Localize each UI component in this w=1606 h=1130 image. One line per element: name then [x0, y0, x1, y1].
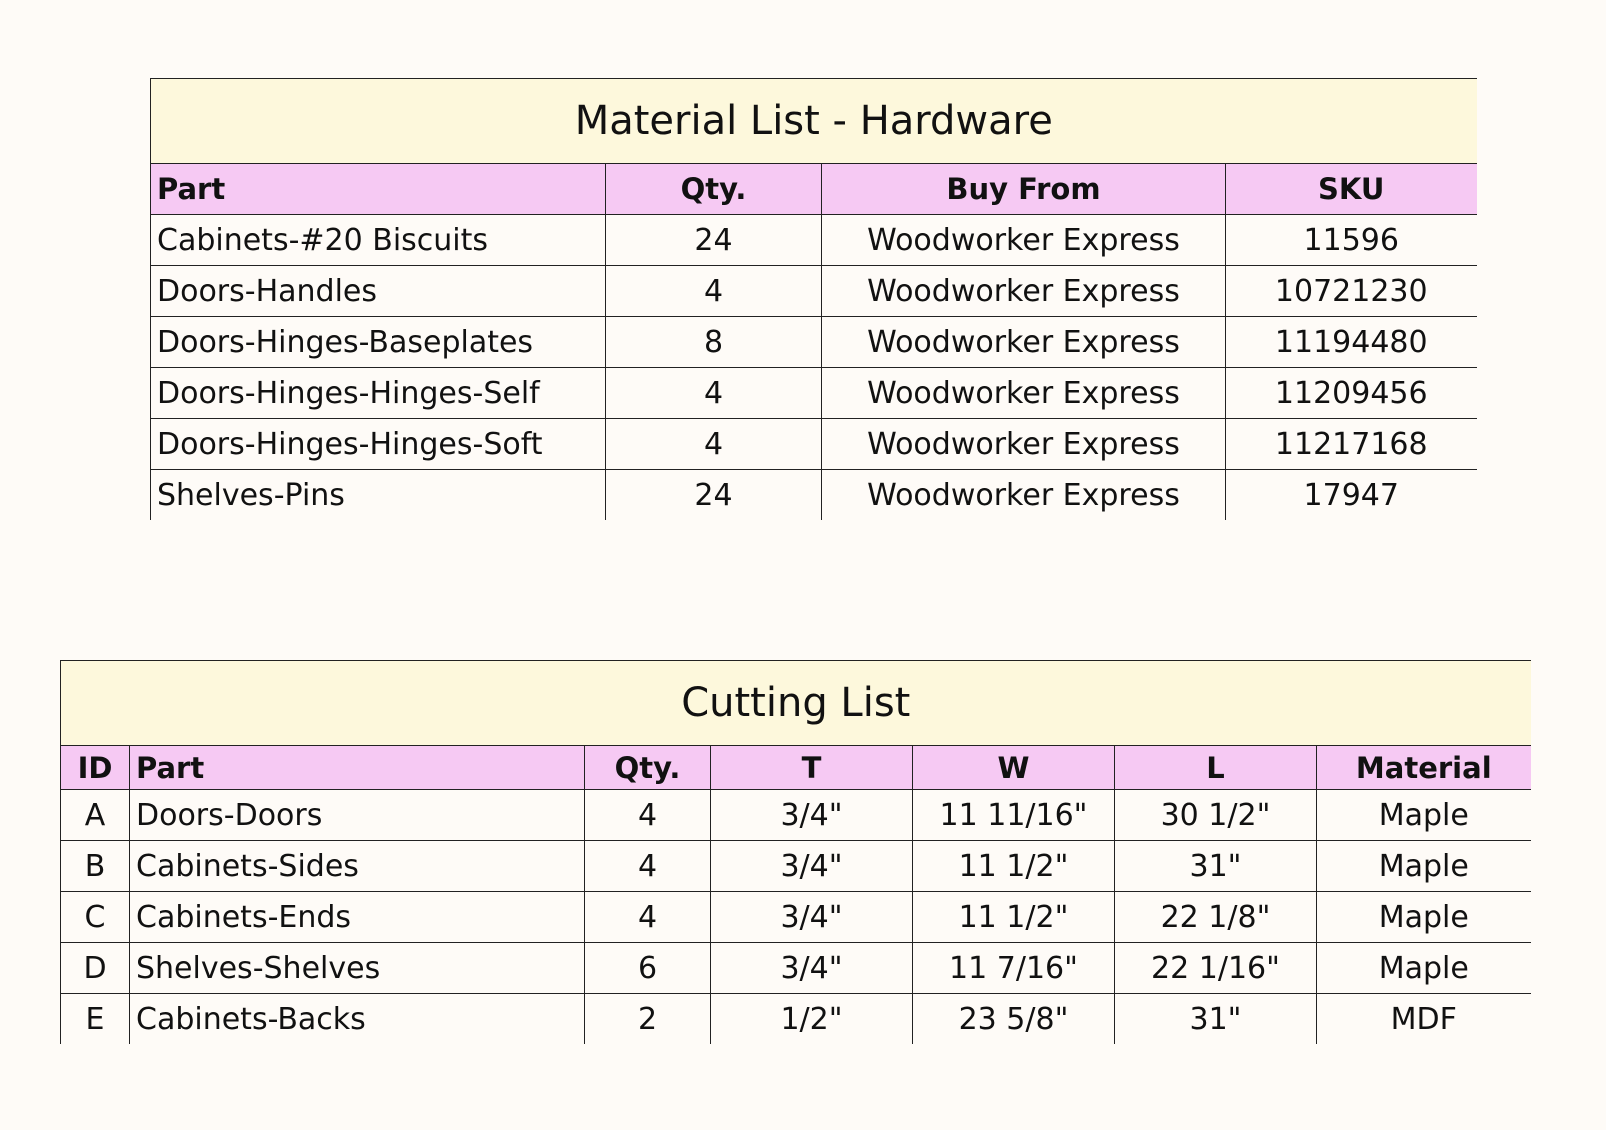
cutting-qty-cell: 4: [585, 841, 711, 892]
table-row: [151, 368, 1477, 419]
hardware-qty-cell: 24: [606, 215, 822, 266]
hardware-header-row: [151, 164, 1477, 215]
cutting-header-part: Part: [130, 746, 585, 790]
hardware-buy-from-cell: Woodworker Express: [822, 317, 1226, 368]
cutting-table: [60, 660, 1531, 1044]
cutting-id-cell: A: [61, 790, 130, 841]
hardware-sku-cell: 11596: [1226, 215, 1477, 266]
hardware-sku-cell: 11209456: [1226, 368, 1477, 419]
cutting-material-cell: Maple: [1317, 790, 1531, 841]
cutting-part-cell: Doors-Doors: [130, 790, 585, 841]
hardware-buy-from-cell: Woodworker Express: [822, 215, 1226, 266]
cutting-w-cell: 11 1/2": [913, 841, 1115, 892]
cutting-material-cell: Maple: [1317, 841, 1531, 892]
hardware-buy-from-cell: Woodworker Express: [822, 368, 1226, 419]
cutting-header-id: ID: [61, 746, 130, 790]
table-row: [151, 215, 1477, 266]
cutting-l-cell: 31": [1115, 994, 1317, 1045]
hardware-sku-cell: 17947: [1303, 477, 1399, 513]
hardware-part-cell: Doors-Hinges-Baseplates: [151, 317, 606, 368]
cutting-part-cell: Shelves-Shelves: [130, 943, 585, 994]
hardware-buy-from-cell: Woodworker Express: [822, 419, 1226, 470]
cutting-t-cell: 3/4": [711, 841, 913, 892]
table-row: [61, 892, 1531, 943]
hardware-qty-cell: 4: [606, 266, 822, 317]
cutting-material-cell: Maple: [1317, 892, 1531, 943]
cutting-qty-cell: 4: [585, 892, 711, 943]
cutting-w-cell: 11 1/2": [913, 892, 1115, 943]
table-row: [61, 943, 1531, 994]
hardware-part-cell: Doors-Hinges-Hinges-Soft: [151, 419, 606, 470]
cutting-w-cell: 11 7/16": [913, 943, 1115, 994]
cutting-t-cell: 1/2": [711, 994, 913, 1045]
cutting-header-t: T: [711, 746, 913, 790]
table-row: [151, 419, 1477, 470]
cutting-t-cell: 3/4": [711, 892, 913, 943]
hardware-part-cell: Shelves-Pins: [151, 470, 606, 521]
cutting-material-cell: Maple: [1317, 943, 1531, 994]
cutting-id-cell: E: [61, 994, 130, 1045]
hardware-sku-cell: 10721230: [1226, 266, 1477, 317]
cutting-header-row: [61, 746, 1531, 790]
hardware-sku-cell: 11194480: [1226, 317, 1477, 368]
table-row: [61, 790, 1531, 841]
hardware-buy-from-cell: Woodworker Express: [822, 470, 1226, 521]
cutting-w-cell: 11 11/16": [913, 790, 1115, 841]
cutting-table-title: Cutting List: [61, 661, 1531, 746]
cutting-qty-cell: 6: [585, 943, 711, 994]
hardware-part-cell: Doors-Hinges-Hinges-Self: [151, 368, 606, 419]
cutting-id-cell: B: [61, 841, 130, 892]
cutting-l-cell: 22 1/8": [1115, 892, 1317, 943]
hardware-qty-cell: 24: [606, 470, 822, 521]
cutting-material-cell: MDF: [1390, 1001, 1457, 1037]
table-row: [151, 317, 1477, 368]
hardware-qty-cell: 4: [606, 368, 822, 419]
cutting-header-qty: Qty.: [585, 746, 711, 790]
cutting-header-material: Material: [1317, 746, 1531, 790]
hardware-part-cell: Cabinets-#20 Biscuits: [151, 215, 606, 266]
hardware-table-title: Material List - Hardware: [151, 79, 1477, 164]
cutting-t-cell: 3/4": [711, 790, 913, 841]
cutting-l-cell: 31": [1115, 841, 1317, 892]
cutting-w-cell: 23 5/8": [913, 994, 1115, 1045]
hardware-part-cell: Doors-Handles: [151, 266, 606, 317]
hardware-buy-from-cell: Woodworker Express: [822, 266, 1226, 317]
table-row: [151, 470, 1477, 521]
cutting-qty-cell: 2: [585, 994, 711, 1045]
cutting-l-cell: 22 1/16": [1115, 943, 1317, 994]
table-row: [151, 266, 1477, 317]
cutting-l-cell: 30 1/2": [1115, 790, 1317, 841]
table-row: [61, 841, 1531, 892]
hardware-qty-cell: 4: [606, 419, 822, 470]
hardware-header-qty: Qty.: [606, 164, 822, 215]
hardware-table: [150, 78, 1477, 520]
cutting-header-w: W: [913, 746, 1115, 790]
cutting-part-cell: Cabinets-Ends: [130, 892, 585, 943]
hardware-header-buy-from: Buy From: [822, 164, 1226, 215]
cutting-qty-cell: 4: [585, 790, 711, 841]
cutting-part-cell: Cabinets-Sides: [130, 841, 585, 892]
cutting-id-cell: D: [61, 943, 130, 994]
hardware-qty-cell: 8: [606, 317, 822, 368]
table-row: [61, 994, 1531, 1045]
hardware-sku-cell: 11217168: [1226, 419, 1477, 470]
cutting-part-cell: Cabinets-Backs: [130, 994, 585, 1045]
cutting-id-cell: C: [61, 892, 130, 943]
hardware-header-part: Part: [151, 164, 606, 215]
cutting-header-l: L: [1115, 746, 1317, 790]
hardware-header-sku: SKU: [1226, 164, 1477, 215]
cutting-t-cell: 3/4": [711, 943, 913, 994]
